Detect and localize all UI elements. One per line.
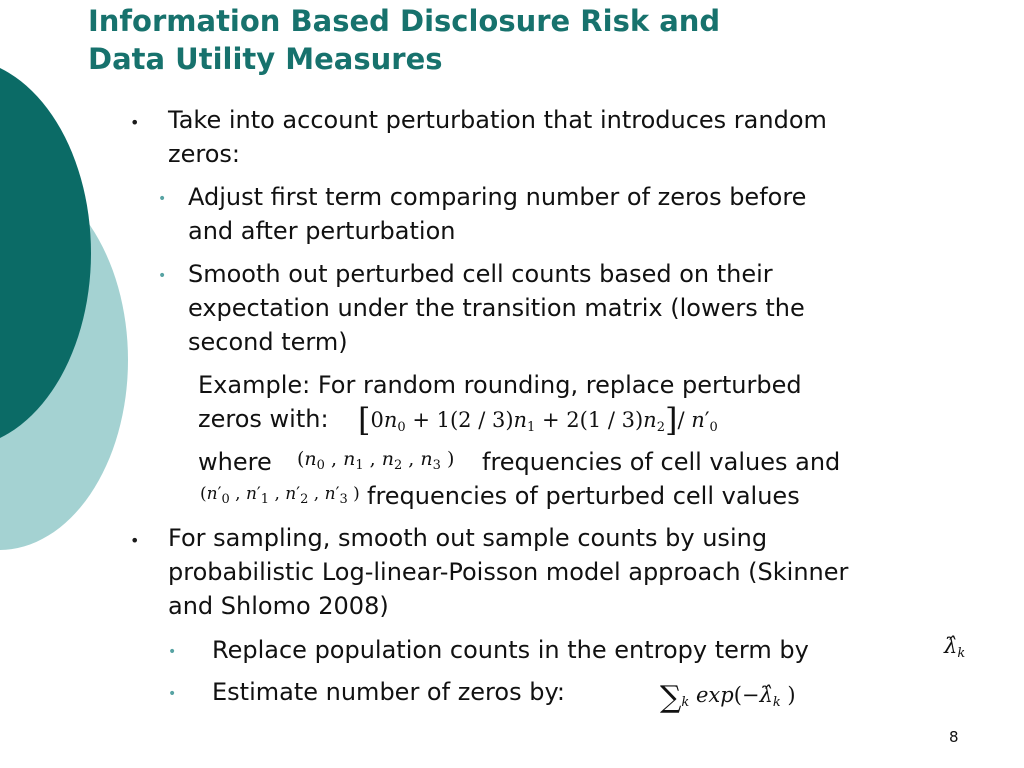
counts-tuple: ($n_0$ , $n_1$ , $n_2$ , $n_3$ ) xyxy=(297,448,455,473)
example-line-2: zeros with: xyxy=(198,405,329,433)
title-line-1: Information Based Disclosure Risk and xyxy=(88,4,721,38)
sub-bullet-icon: • xyxy=(158,191,167,207)
sub-bullet-icon: • xyxy=(168,644,177,660)
page-number: 8 xyxy=(949,728,959,746)
bullet-icon: • xyxy=(130,113,140,132)
replacement-formula: $[0n_0 + 1(2 / 3)n_1 + 2(1 / 3)n_2]/$ $n'_0$ xyxy=(358,401,718,439)
sub-bullet-2-line-2: expectation under the transition matrix (lowers the xyxy=(188,294,805,322)
title-line-2: Data Utility Measures xyxy=(88,42,443,76)
zeros-estimate-formula: $\sum_k$ $\exp(-\lambdâ_k$ ) xyxy=(660,680,796,715)
example-line-1: Example: For random rounding, replace perturbed xyxy=(198,371,802,399)
bullet-2-line-1: For sampling, smooth out sample counts by using xyxy=(168,524,768,552)
bullet-1-line-2: zeros: xyxy=(168,140,240,168)
sub-bullet-icon: • xyxy=(168,686,177,702)
bullet-2-line-2: probabilistic Log-linear-Poisson model approach (Skinner xyxy=(168,558,849,586)
frequencies-perturbed-values: frequencies of perturbed cell values xyxy=(367,482,800,510)
bullet-2-line-3: and Shlomo 2008) xyxy=(168,592,389,620)
sub-bullet-1-line-1: Adjust first term comparing number of zeros before xyxy=(188,183,807,211)
where-label: where xyxy=(198,448,272,476)
sub-bullet-3: Replace population counts in the entropy term by xyxy=(212,636,809,664)
sub-bullet-icon: • xyxy=(158,268,167,284)
frequencies-cell-values: frequencies of cell values and xyxy=(482,448,841,476)
sub-bullet-2-line-3: second term) xyxy=(188,328,348,356)
sub-bullet-4: Estimate number of zeros by: xyxy=(212,678,565,706)
bullet-icon: • xyxy=(130,531,140,550)
perturbed-counts-tuple: ($n'_0$ , $n'_1$ , $n'_2$ , $n'_3$ ) xyxy=(200,484,360,507)
bullet-1-line-1: Take into account perturbation that introduces random xyxy=(168,106,827,134)
sub-bullet-1-line-2: and after perturbation xyxy=(188,217,456,245)
sub-bullet-2-line-1: Smooth out perturbed cell counts based on their xyxy=(188,260,773,288)
lambda-symbol: $\lambdâ_k$ xyxy=(944,634,966,661)
